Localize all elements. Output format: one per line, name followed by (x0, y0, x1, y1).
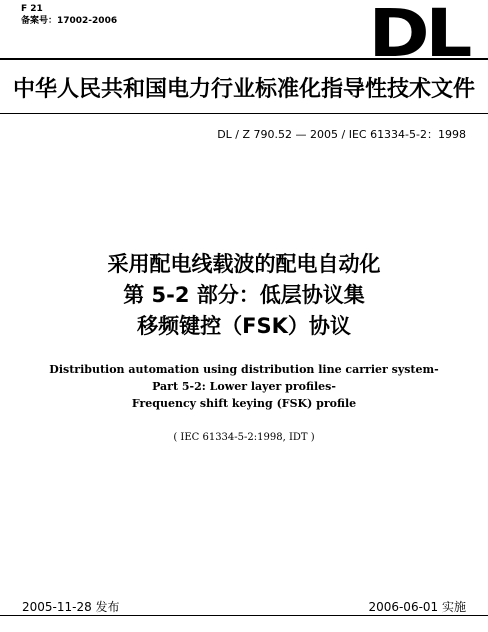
title-en-line2: Part 5-2: Lower layer profiles- (152, 380, 336, 393)
record-number: 备案号：17002-2006 (21, 16, 118, 26)
title-en-line1: Distribution automation using distribution line carrier system- (49, 363, 439, 376)
ics-code: F 21 (21, 4, 43, 14)
title-rule (0, 113, 488, 114)
title-cn-line2: 第 5-2 部分：低层协议集 (123, 283, 365, 307)
effective-date: 2006-06-01 实施 (368, 600, 466, 614)
title-cn-line1: 采用配电线载波的配电自动化 (107, 252, 381, 276)
dl-logo: DL (368, 0, 468, 72)
footer-rule (0, 615, 488, 616)
standard-number: DL / Z 790.52 — 2005 / IEC 61334-5-2：1998 (217, 128, 466, 141)
title-cn-line3: 移频键控（FSK）协议 (137, 314, 351, 338)
header-rule (0, 58, 488, 60)
document-type: 中华人民共和国电力行业标准化指导性技术文件 (12, 77, 475, 102)
title-en-line3: Frequency shift keying (FSK) profile (131, 397, 357, 410)
issue-date: 2005-11-28 发布 (22, 600, 120, 614)
adoption-note: ( IEC 61334-5-2:1998, IDT ) (173, 432, 315, 443)
